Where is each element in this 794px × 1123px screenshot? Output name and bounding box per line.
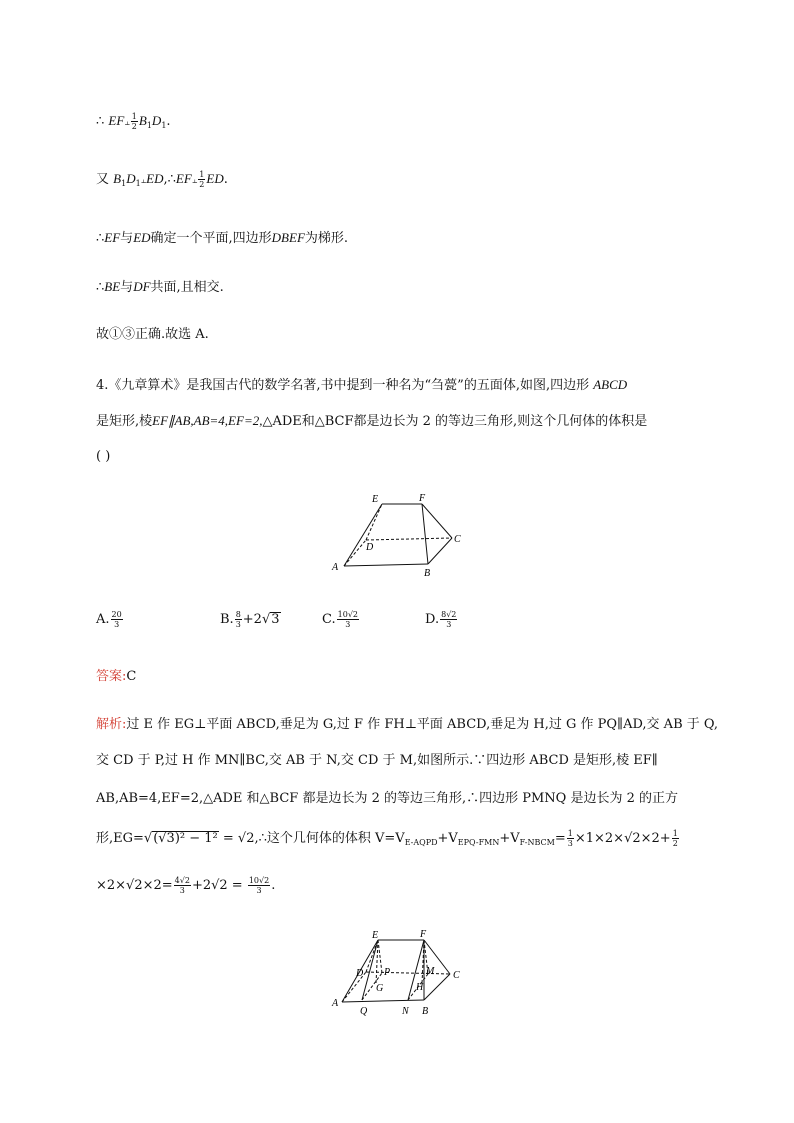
subscript: 1: [135, 179, 141, 188]
edge-ae: [344, 504, 382, 566]
text: 确定一个平面,四边形: [150, 231, 272, 246]
text: 共面,且相交.: [150, 280, 224, 295]
fraction-result: $\frac{10√2}{3}$: [248, 876, 270, 895]
analysis-label: 解析:: [96, 717, 127, 732]
option-label: D.: [425, 612, 440, 627]
subscript: F-NBCM: [519, 838, 555, 847]
edge-ep: [378, 940, 382, 973]
radicand: 3: [271, 612, 280, 627]
analysis-text: +2√2 =: [191, 878, 247, 893]
fraction-half: $\frac{1}{2}$: [199, 170, 205, 189]
edge-fc: [422, 504, 452, 538]
edge-de: [366, 940, 378, 972]
fraction-half: $\frac{1}{2}$: [131, 112, 137, 131]
comma: ,: [163, 172, 168, 187]
question-text: 4.《九章算术》是我国古代的数学名著,书中提到一种名为“刍甍”的五面体,如图,四边形: [96, 378, 590, 393]
edge-dc: [366, 972, 450, 974]
fraction-third: $\frac{1}{3}$: [567, 829, 573, 848]
label-f: F: [420, 929, 427, 940]
segment-df: DF: [133, 279, 151, 294]
answer-line: [96, 668, 136, 686]
point-b: B: [113, 171, 122, 186]
edge-ad: [344, 540, 366, 566]
solution-line-2: [96, 170, 228, 193]
label-n: N: [402, 1006, 409, 1017]
option-fraction: $\frac{8}{3}$: [235, 610, 241, 629]
fraction-half: $\frac{1}{2}$: [672, 829, 678, 848]
edge-ab: [344, 564, 428, 566]
option-d[interactable]: [425, 610, 458, 629]
analysis-text: 形,EG=: [96, 831, 144, 846]
therefore-symbol: ∴: [96, 280, 105, 295]
label-d: D: [366, 542, 374, 553]
option-plus: +2: [242, 612, 262, 627]
question-paren: ( ): [96, 449, 111, 464]
label-c: C: [454, 534, 461, 545]
edge-de: [366, 504, 382, 540]
analysis-line-2: 交 CD 于 P,过 H 作 MN∥BC,交 AB 于 N,交 CD 于 M,如图所示.∵四边形 ABCD 是矩形,棱 EF∥: [96, 753, 658, 768]
subscript: 1: [121, 179, 127, 188]
label-f: F: [419, 493, 426, 504]
parallel-equal-symbol: ⫠: [140, 176, 147, 186]
point-b: B: [138, 113, 147, 128]
answer-label: 答案:: [96, 669, 127, 684]
therefore-symbol: ∴: [96, 231, 105, 246]
analysis-text: = √2,∴这个几何体的体积 V=V: [218, 831, 405, 846]
solution-line-1: [96, 112, 171, 135]
subscript: 1: [146, 121, 152, 130]
figure-solid-1: [320, 488, 470, 580]
analysis-text: 过 E 作 EG⊥平面 ABCD,垂足为 G,过 F 作 FH⊥平面 ABCD,垂足为 H,过 G 作 PQ∥AD,交 AB 于 Q,: [126, 717, 719, 732]
period: .: [223, 172, 228, 187]
label-b: B: [422, 1006, 429, 1017]
label-d: D: [356, 968, 364, 979]
segment-ed: ED: [133, 230, 151, 245]
option-c[interactable]: [322, 610, 360, 629]
label-e: E: [372, 930, 379, 941]
question-text: 是矩形,棱: [96, 414, 153, 429]
therefore-symbol: ∴: [167, 172, 176, 187]
parallel-equal-symbol: ⫠: [124, 118, 130, 128]
subscript: EPQ-FMN: [457, 838, 500, 847]
segment-ef: EF: [104, 230, 121, 245]
edge-bc: [424, 974, 450, 1000]
segment-ed: ED: [206, 171, 224, 186]
option-value: $\frac{10√2}{3}$: [337, 610, 359, 629]
label-h: H: [416, 982, 424, 993]
therefore-symbol: ∴: [96, 114, 105, 129]
segment-be: BE: [104, 279, 121, 294]
label-a: A: [332, 562, 339, 573]
option-value: $\frac{20}{3}$: [111, 610, 122, 629]
question-conditions: EF∥AB,AB=4,EF=2,: [152, 413, 263, 428]
analysis-line-4: [96, 829, 680, 852]
analysis-text: ×2×√2×2=: [96, 878, 173, 893]
option-label: B.: [220, 612, 234, 627]
edge-ab: [342, 1000, 424, 1002]
option-value: $\frac{8√2}{3}$: [441, 610, 457, 629]
solution-line-5: 故①③正确.故选 A.: [96, 327, 209, 342]
analysis-text: ×1×2×√2×2+: [574, 831, 671, 846]
analysis-line-5: [96, 876, 275, 895]
analysis-line-1: [96, 716, 718, 734]
label-e: E: [372, 494, 379, 505]
question-line-1: [96, 376, 627, 395]
radicand: (√3)² − 1²: [153, 831, 218, 846]
edge-bf: [422, 504, 428, 564]
fraction: $\frac{4√2}{3}$: [174, 876, 190, 895]
sqrt-sign: √: [143, 831, 153, 846]
edge-bc: [428, 538, 452, 564]
option-label: A.: [96, 612, 110, 627]
label-a: A: [332, 998, 339, 1009]
label-c: C: [453, 970, 460, 981]
option-label: C.: [322, 612, 336, 627]
label-q: Q: [360, 1006, 368, 1017]
point-d: D: [151, 113, 162, 128]
analysis-line-3: AB,AB=4,EF=2,△ADE 和△BCF 都是边长为 2 的等边三角形,∴四边形 PMNQ 是边长为 2 的正方: [96, 791, 678, 806]
segment-ef: EF: [175, 171, 192, 186]
option-b[interactable]: [220, 610, 281, 629]
edge-dc: [366, 538, 452, 540]
answer-value: C: [126, 669, 137, 684]
text: 与: [120, 231, 134, 246]
sqrt-sign: √: [261, 612, 271, 627]
label-p: P: [384, 967, 391, 978]
option-a[interactable]: [96, 610, 124, 629]
quadrilateral-name: ABCD: [593, 377, 628, 392]
question-line-2: [96, 412, 647, 431]
word-you: 又: [96, 172, 110, 187]
question-text: △ADE和△BCF都是边长为 2 的等边三角形,则这个几何体的体积是: [262, 414, 648, 429]
subscript: E-AQPD: [404, 838, 438, 847]
subscript: 1: [161, 121, 167, 130]
plus: +V: [437, 831, 458, 846]
solution-line-4: [96, 278, 224, 297]
plus: +V: [499, 831, 520, 846]
segment-ed: ED: [146, 171, 164, 186]
segment-ef: EF: [108, 113, 125, 128]
text: 与: [120, 280, 134, 295]
label-b: B: [424, 568, 431, 579]
text: 为梯形.: [304, 231, 349, 246]
figure-solid-2: [326, 926, 476, 1018]
period: .: [271, 878, 276, 893]
point-d: D: [126, 171, 136, 186]
solution-line-3: [96, 229, 348, 248]
label-m: M: [426, 966, 435, 977]
quadrilateral-name: DBEF: [271, 230, 305, 245]
equals: =: [554, 831, 566, 846]
period: .: [166, 114, 171, 129]
label-g: G: [376, 983, 384, 994]
parallel-equal-symbol: ⫠: [191, 176, 198, 186]
